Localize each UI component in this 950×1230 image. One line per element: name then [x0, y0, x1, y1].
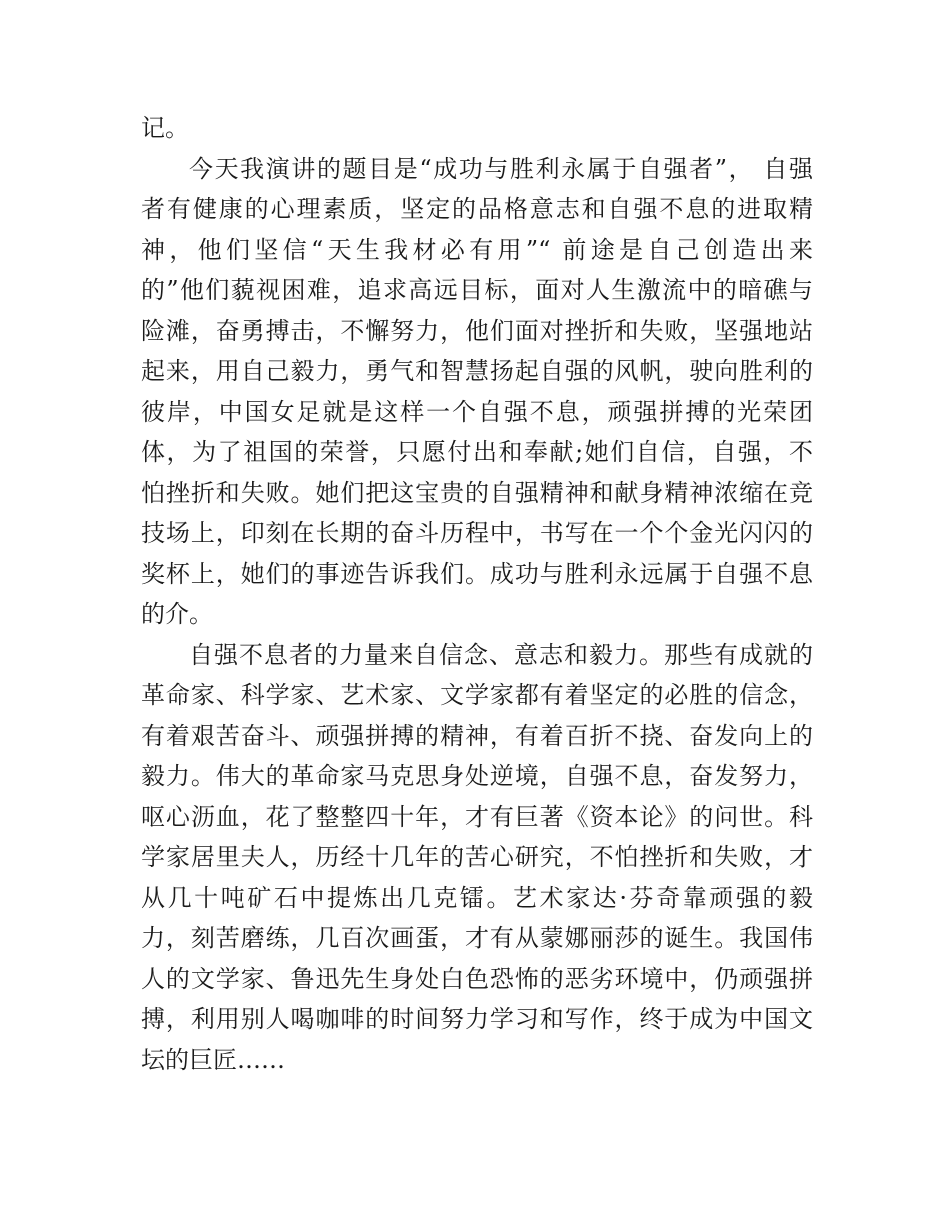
text-line: 从几十吨矿石中提炼出几克镭。艺术家达·芬奇靠顽强的毅 [141, 883, 813, 912]
text-line: 彼岸，中国女足就是这样一个自强不息，顽强拼搏的光荣团 [141, 397, 813, 426]
text-line: 者有健康的心理素质，坚定的品格意志和自强不息的进取精 [141, 195, 813, 223]
text-line: 记。 [141, 114, 189, 142]
text-line: 奖杯上，她们的事迹告诉我们。成功与胜利永远属于自强不息 [141, 559, 813, 588]
text-line: 有着艰苦奋斗、顽强拼搏的精神，有着百折不挠、奋发向上的 [141, 721, 813, 750]
text-line: 技场上，印刻在长期的奋斗历程中，书写在一个个金光闪闪的 [141, 519, 813, 547]
text-line: 起来，用自己毅力，勇气和智慧扬起自强的风帆，驶向胜利的 [141, 357, 813, 385]
text-line: 搏，利用别人喝咖啡的时间努力学习和写作，终于成为中国文 [141, 1005, 813, 1033]
text-line: 呕心沥血，花了整整四十年，才有巨著《资本论》的问世。科 [141, 802, 813, 831]
text-line: 险滩，奋勇搏击，不懈努力，他们面对挫折和失败，坚强地站 [141, 316, 813, 345]
text-line: 革命家、科学家、艺术家、文学家都有着坚定的必胜的信念， [141, 681, 813, 709]
text-line: 今天我演讲的题目是“成功与胜利永属于自强者”， 自强 [189, 154, 813, 183]
text-line: 的介。 [141, 600, 213, 628]
text-line: 坛的巨匠…… [141, 1045, 285, 1074]
text-line: 神，他们坚信“天生我材必有用”“ 前途是自己创造出来 [141, 235, 813, 264]
document-body [141, 108, 813, 1080]
text-line: 的”他们藐视困难，追求高远目标，面对人生激流中的暗礁与 [141, 276, 813, 304]
text-line: 自强不息者的力量来自信念、意志和毅力。那些有成就的 [189, 640, 813, 669]
text-line: 学家居里夫人，历经十几年的苦心研究，不怕挫折和失败，才 [141, 843, 813, 871]
text-line: 毅力。伟大的革命家马克思身处逆境，自强不息，奋发努力， [141, 762, 813, 790]
text-line: 体，为了祖国的荣誉，只愿付出和奉献;她们自信，自强，不 [141, 438, 813, 466]
text-line: 人的文学家、鲁迅先生身处白色恐怖的恶劣环境中，仍顽强拼 [141, 964, 813, 993]
text-line: 怕挫折和失败。她们把这宝贵的自强精神和献身精神浓缩在竞 [141, 478, 813, 507]
text-line: 力，刻苦磨练，几百次画蛋，才有从蒙娜丽莎的诞生。我国伟 [141, 924, 813, 952]
